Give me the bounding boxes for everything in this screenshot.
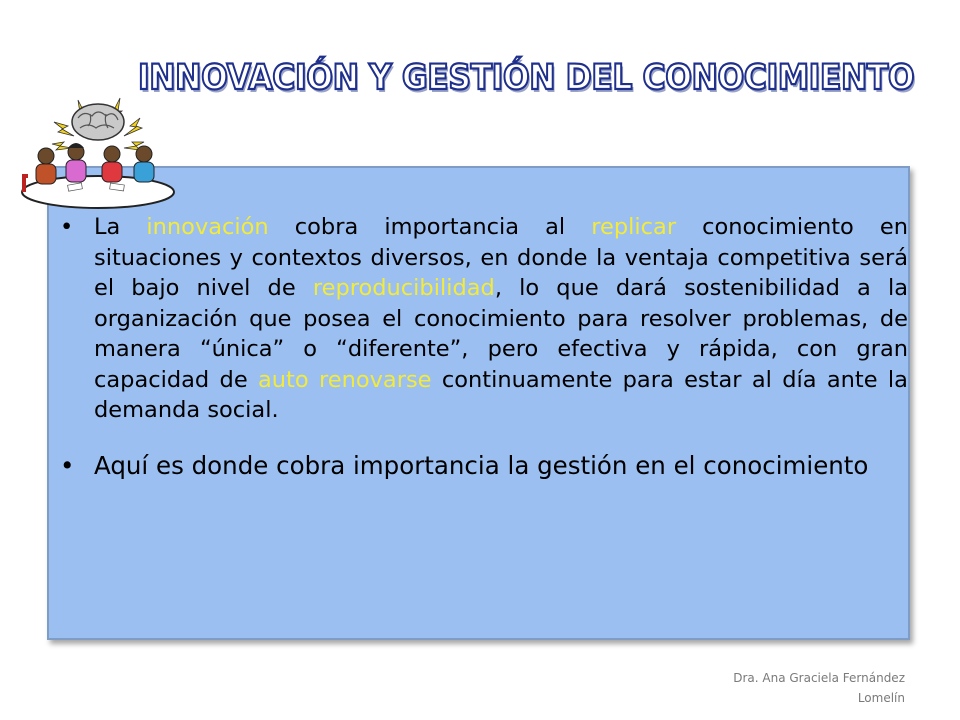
bullet-marker: • bbox=[60, 214, 74, 240]
highlighted-term: innovación bbox=[146, 214, 269, 240]
paragraph-text: La bbox=[94, 214, 147, 240]
highlighted-term: replicar bbox=[591, 214, 677, 240]
highlighted-term: reproducibilidad bbox=[312, 275, 495, 301]
paragraph-text: , lo que dará sostenibilidad a la organización que posea el conocimiento para resolver problemas, de manera “única” o “diferente”, pero efectiva y rápida, con gran capacidad de bbox=[94, 275, 908, 393]
paragraph-text: cobra importancia al bbox=[268, 214, 592, 240]
content-text bbox=[60, 212, 908, 481]
person-icon bbox=[102, 146, 122, 182]
brain-icon bbox=[72, 104, 124, 140]
author-name: Dra. Ana Graciela Fernández bbox=[733, 671, 905, 685]
author-surname: Lomelín bbox=[857, 691, 905, 705]
person-icon bbox=[134, 146, 154, 182]
bullet-item-innovation bbox=[60, 212, 908, 426]
person-icon bbox=[66, 143, 86, 182]
bullet-item-knowledge-management bbox=[60, 450, 908, 481]
paragraph-text: Aquí es donde cobra importancia la gestión en el conocimiento bbox=[94, 450, 869, 480]
highlighted-term: auto renovarse bbox=[258, 366, 432, 393]
person-icon bbox=[36, 148, 56, 184]
team-brainstorm-clipart bbox=[18, 92, 178, 212]
slide-title: INNOVACIÓN Y GESTIÓN DEL CONOCIMIENTO bbox=[138, 58, 915, 98]
paragraph-text: conocimiento en situaciones y contextos diversos, en donde la ventaja competitiva será el bajo nivel de bbox=[94, 214, 908, 301]
bullet-marker: • bbox=[60, 450, 75, 480]
author-credit bbox=[733, 668, 905, 708]
paragraph-text: continuamente para estar al día ante la demanda social. bbox=[94, 366, 908, 423]
